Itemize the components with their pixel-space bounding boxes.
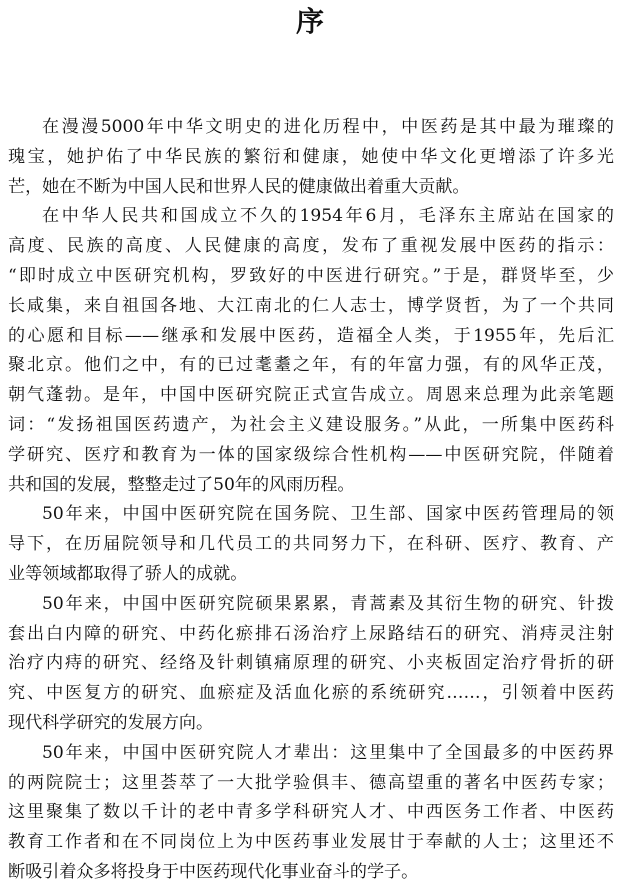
text-line: 导下，在历届院领导和几代员工的共同努力下，在科研、医疗、教育、产 xyxy=(8,534,614,555)
text-line: “即时成立中医研究机构，罗致好的中医进行研究。”于是，群贤毕至，少 xyxy=(8,266,614,286)
text-line: 高度、民族的高度、人民健康的高度，发布了重视发展中医药的指示： xyxy=(8,236,614,257)
text-line: 芒，她在不断为中国人民和世界人民的健康做出着重大贡献。 xyxy=(8,176,470,197)
text-line: 50年来，中国中医研究院在国务院、卫生部、国家中医药管理局的领 xyxy=(42,504,614,525)
text-line: 断吸引着众多将投身于中医药现代化事业奋斗的学子。 xyxy=(8,862,419,882)
text-line: 教育工作者和在不同岗位上为中医药事业发展甘于奉献的人士；这里还不 xyxy=(8,832,614,853)
text-line: 朝气蓬勃。是年，中国中医研究院正式宣告成立。周恩来总理为此亲笔题 xyxy=(8,385,614,406)
text-line: 业等领域都取得了骄人的成就。 xyxy=(8,564,248,584)
text-line: 共和国的发展，整整走过了50年的风雨历程。 xyxy=(8,474,355,495)
text-line: 瑰宝，她护佑了中华民族的繁衍和健康，她使中华文化更增添了许多光 xyxy=(8,146,614,167)
text-line: 50年来，中国中医研究院硕果累累，青蒿素及其衍生物的研究、针拨 xyxy=(42,593,614,614)
text-line: 50年来，中国中医研究院人才辈出：这里集中了全国最多的中医药界 xyxy=(42,742,614,763)
text-line: 的心愿和目标——继承和发展中医药，造福全人类，于1955年，先后汇 xyxy=(8,325,614,346)
text-line: 套出白内障的研究、中药化瘀排石汤治疗上尿路结石的研究、消痔灵注射 xyxy=(8,623,614,644)
text-line: 的两院院士；这里荟萃了一大批学验俱丰、德高望重的著名中医药专家； xyxy=(8,772,614,793)
text-line: 这里聚集了数以千计的老中青多学科研究人才、中西医务工作者、中医药 xyxy=(8,802,614,823)
text-line: 聚北京。他们之中，有的已过耄耋之年，有的年富力强，有的风华正茂， xyxy=(8,355,614,376)
page-title: 序 xyxy=(295,5,326,38)
text-line: 学研究、医疗和教育为一体的国家级综合性机构——中医研究院，伴随着 xyxy=(8,444,614,465)
text-line: 词：“发扬祖国医药遗产，为社会主义建设服务。”从此，一所集中医药科 xyxy=(8,415,614,435)
text-line: 治疗内痔的研究、经络及针刺镇痛原理的研究、小夹板固定治疗骨折的研 xyxy=(8,653,614,674)
text-line: 现代科学研究的发展方向。 xyxy=(8,713,214,733)
text-line: 究、中医复方的研究、血瘀症及活血化瘀的系统研究……，引领着中医药 xyxy=(8,683,614,704)
text-line: 在中华人民共和国成立不久的1954年6月，毛泽东主席站在国家的 xyxy=(42,206,614,227)
text-line: 在漫漫5000年中华文明史的进化历程中，中医药是其中最为璀璨的 xyxy=(42,117,614,137)
text-line: 长咸集，来自祖国各地、大江南北的仁人志士，博学贤哲，为了一个共同 xyxy=(8,295,614,316)
